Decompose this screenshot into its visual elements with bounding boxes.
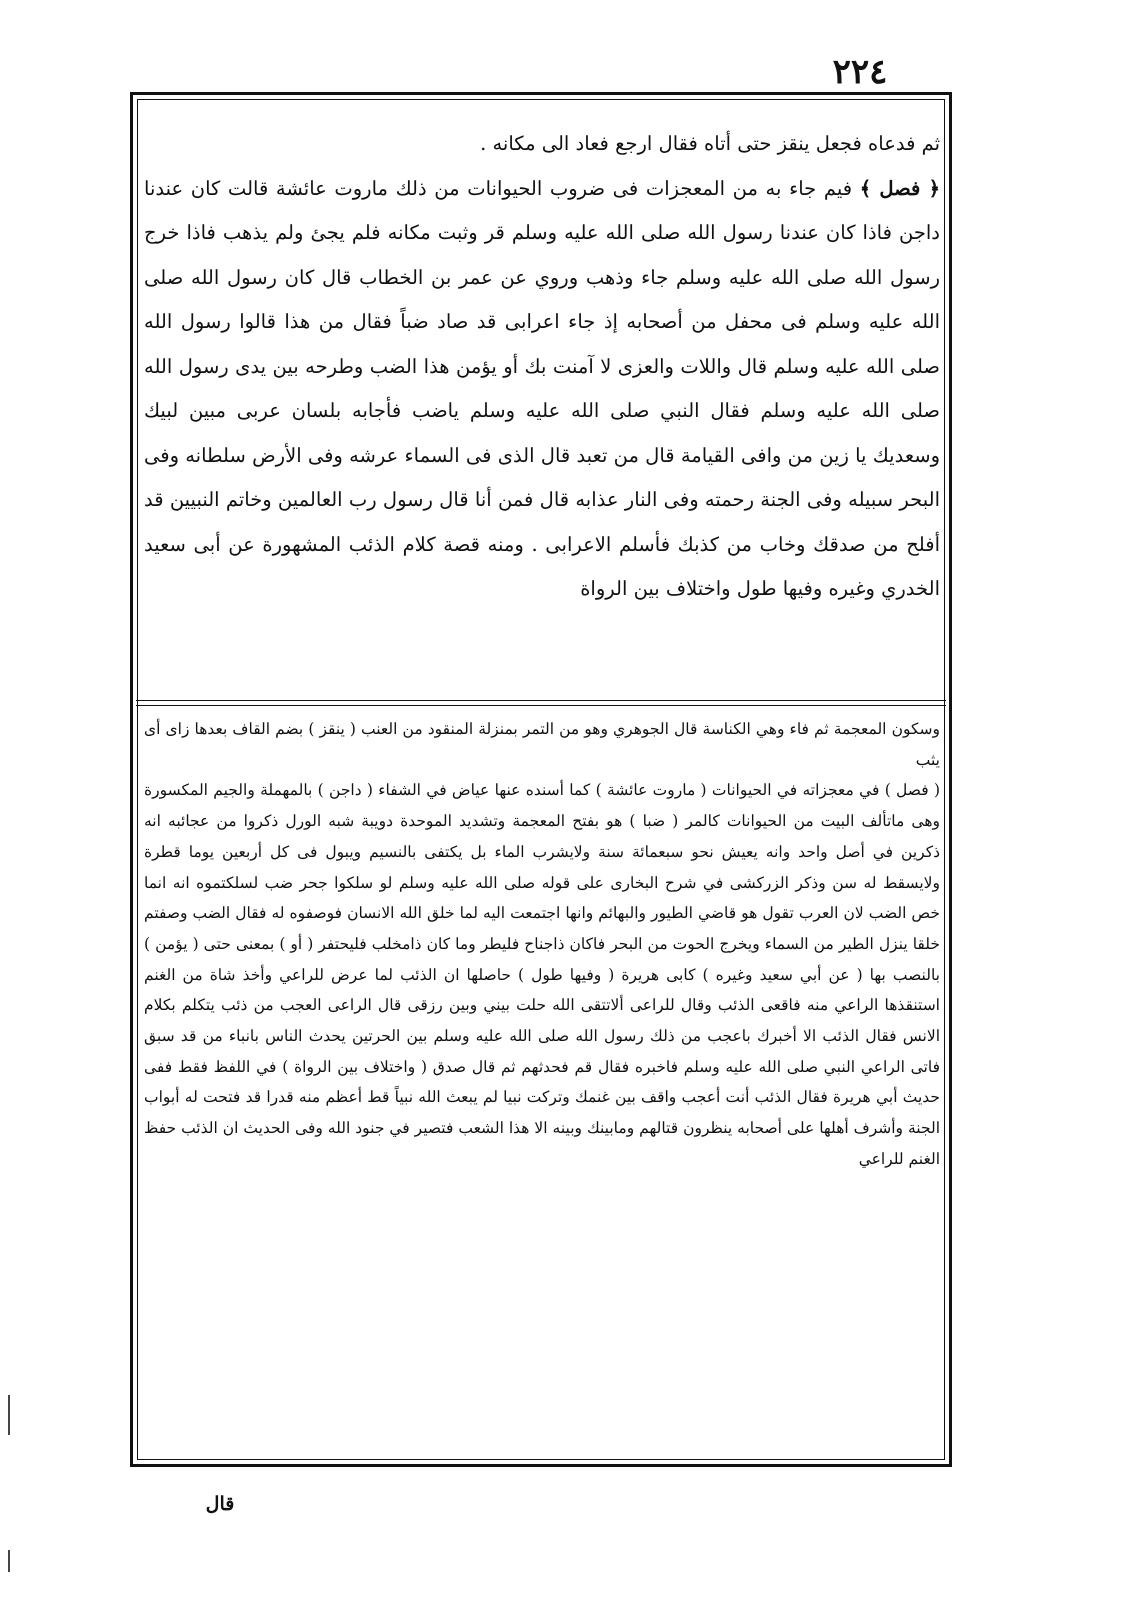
- commentary-block: [144, 714, 940, 1175]
- main-text-section: [144, 167, 940, 612]
- page-number: ٢٢٤: [832, 52, 888, 92]
- separator-rule-bottom: [136, 705, 946, 706]
- commentary-paragraph: وسكون المعجمة ثم فاء وهي الكناسة قال الجوهري وهو من التمر بمنزلة المنقود من العنب ( ينقز ) بضم القاف بعدها زاى أى يثب: [144, 720, 940, 769]
- section-heading-fasl: ﴿ فصل ﴾: [859, 176, 940, 200]
- separator-rule-top: [136, 700, 946, 701]
- margin-mark: [8, 1395, 10, 1435]
- main-text-block: [144, 122, 940, 612]
- main-text-section-body: فيم جاء به من المعجزات فى ضروب الحيوانات من ذلك ماروت عائشة قالت كان عندنا داجن فاذا كان عندنا رسول الله صلى الله عليه وسلم قر وثبت مكانه فلم يجئ ولم يذهب فاذا خرج رسول الله صلى الله عليه وسلم جاء وذهب وروي عن عمر بن الخطاب قال كان رسول الله صلى الله عليه وسلم فى محفل من أصحابه إذ جاء اعرابى قد صاد ضباً فقال من هذا قالوا رسول الله صلى الله عليه وسلم قال واللات والعزى لا آمنت بك أو يؤمن هذا الضب وطرحه بين يدى رسول الله صلى الله عليه وسلم فقال النبي صلى الله عليه وسلم ياضب فأجابه بلسان عربى مبين لبيك وسعديك يا زين من وافى القيامة قال من تعبد قال الذى فى السماء عرشه وفى الأرض سلطانه وفى البحر سبيله وفى الجنة رحمته وفى النار عذابه قال فمن أنا قال رسول رب العالمين وخاتم النبيين قد أفلح من صدقك وخاب من كذبك فأسلم الاعرابى . ومنه قصة كلام الذئب المشهورة عن أبى سعيد الخدري وغيره وفيها طول واختلاف بين الرواة: [144, 176, 940, 600]
- margin-mark: [8, 1550, 10, 1572]
- main-text-first-line: ثم فدعاه فجعل ينقز حتى أتاه فقال ارجع فعاد الى مكانه .: [480, 132, 940, 155]
- catchword: قال: [205, 1493, 235, 1515]
- commentary-paragraph: ( فصل ) في معجزاته في الحيوانات ( ماروت عائشة ) كما أسنده عنها عياض في الشفاء ( داجن ) بالمهملة والجيم المكسورة وهى ماتألف البيت من الحيوانات كالمر ( ضبا ) هو بفتح المعجمة وتشديد الموحدة دويبة شبه الورل ذكروا من عجائبه انه ذكرين في أصل واحد وانه يعيش نحو سبعمائة سنة ولايشرب الماء بل يكتفى بالنسيم ويبول فى كل أربعين يوما قطرة ولايسقط له سن وذكر الزركشى في شرح البخارى على قوله صلى الله عليه وسلم لو سلكوا جحر ضب لسلكتموه انه انما خص الضب لان العرب تقول هو قاضي الطيور والبهائم وانها اجتمعت اليه لما خلق الله الانسان فوصفوه له فقال الضب وصفتم خلقا ينزل الطير من السماء ويخرج الحوت من البحر فاكان ذاجناح فليطر وما كان ذامخلب فليحتفر ( أو ) بمعنى حتى ( يؤمن ) بالنصب بها ( عن أبي سعيد وغيره ) كابى هريرة ( وفيها طول ) حاصلها ان الذئب لما عرض للراعي وأخذ شاة من الغنم استنقذها الراعي منه فاقعى الذئب وقال للراعى ألاتتقى الله حلت بيني وبين رزقى قال الراعى العجب من ذئب يتكلم بكلام الانس فقال الذئب الا أخبرك باعجب من ذلك رسول الله صلى الله عليه وسلم بين الحرتين يحدث الناس بانباء من قد سبق فاتى الراعي النبي صلى الله عليه وسلم فاخبره فقال قم فحدثهم ثم قال صدق ( واختلاف بين الرواة ) في اللفظ فقط ففى حديث أبي هريرة فقال الذئب أنت أعجب واقف بين غنمك وتركت نبيا لم يبعث الله نبياً قط أعظم منه قدرا قد فتحت له أبواب الجنة وأشرف أهلها على أصحابه ينظرون قتالهم ومابينك وبينه الا هذا الشعب فتصير في جنود الله وفى الحديث ان الذئب حفظ الغنم للراعي: [144, 781, 940, 1168]
